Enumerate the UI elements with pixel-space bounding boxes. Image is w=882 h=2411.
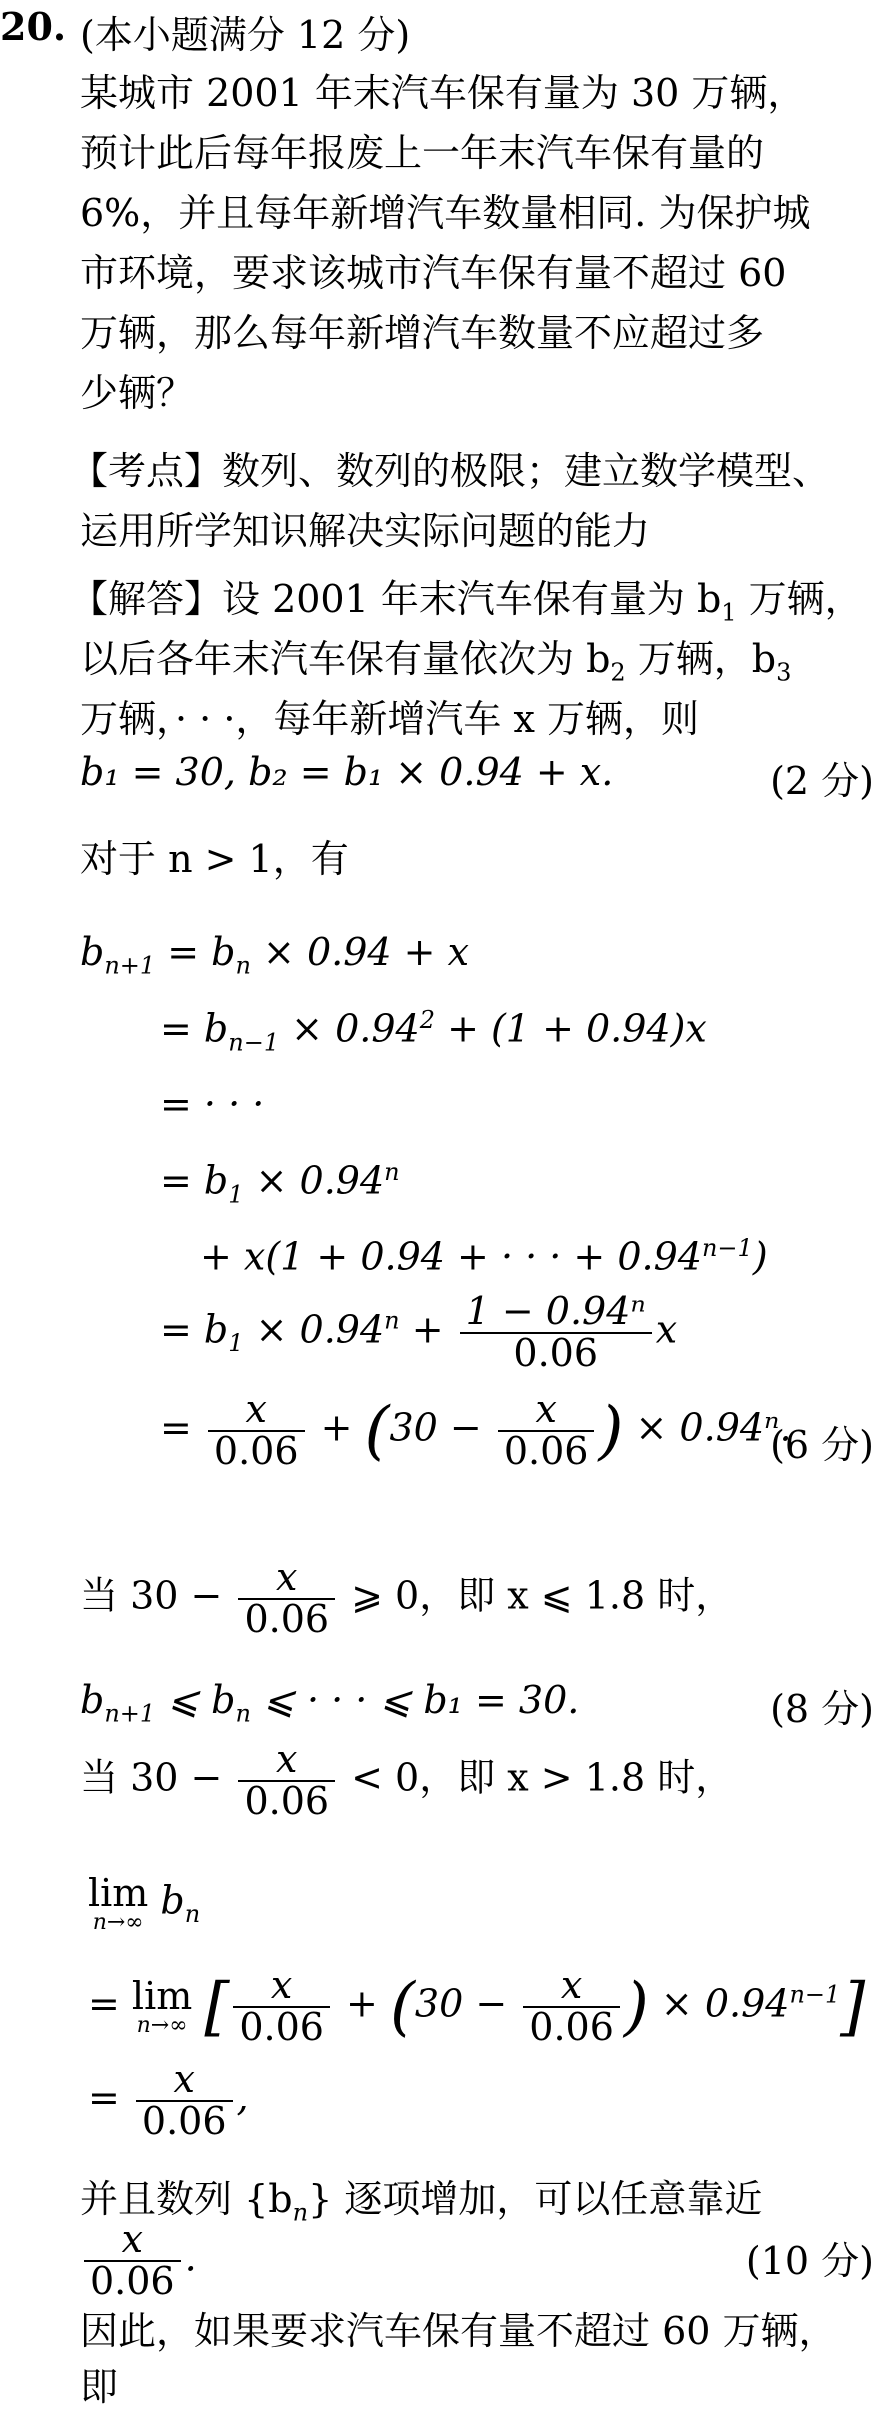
points-label: (10 分)	[745, 2239, 874, 2283]
statement-line: 少辆？	[80, 371, 195, 415]
statement-line: 某城市 2001 年末汽车保有量为 30 万辆，	[80, 71, 806, 115]
statement-line: 预计此后每年报废上一年末汽车保有量的	[80, 131, 765, 175]
solution-line: 以后各年末汽车保有量依次为 $b_2$ 万辆，$b_3$	[80, 637, 792, 687]
kaodian-line: 【考点】数列、数列的极限；建立数学模型、	[70, 449, 831, 493]
points-label: (2 分)	[770, 759, 874, 803]
problem-number: 20.	[0, 4, 67, 49]
solution-line: 对于 n > 1，有	[80, 837, 349, 881]
statement-line: 6%，并且每年新增汽车数量相同. 为保护城	[80, 191, 811, 235]
solution-line: 【解答】设 2001 年末汽车保有量为 $b_1$ 万辆，	[70, 577, 863, 627]
solution-line: 万辆，· · ·，每年新增汽车 x 万辆，则	[80, 697, 699, 741]
statement-line: 市环境，要求该城市汽车保有量不超过 60	[80, 251, 787, 295]
conclusion-line: 因此，如果要求汽车保有量不超过 60 万辆，	[80, 2309, 837, 2353]
conclusion-line: 即	[80, 2365, 119, 2409]
kaodian-line: 运用所学知识解决实际问题的能力	[80, 509, 651, 553]
problem-header	[0, 0, 882, 57]
points-label: (6 分)	[770, 1423, 874, 1467]
statement-line: 万辆，那么每年新增汽车数量不应超过多	[80, 311, 765, 355]
equation-initial: b₁ = 30, b₂ = b₁ × 0.94 + x.	[80, 750, 614, 794]
score-note: (本小题满分 12 分)	[80, 13, 411, 57]
points-label: (8 分)	[770, 1687, 874, 1731]
